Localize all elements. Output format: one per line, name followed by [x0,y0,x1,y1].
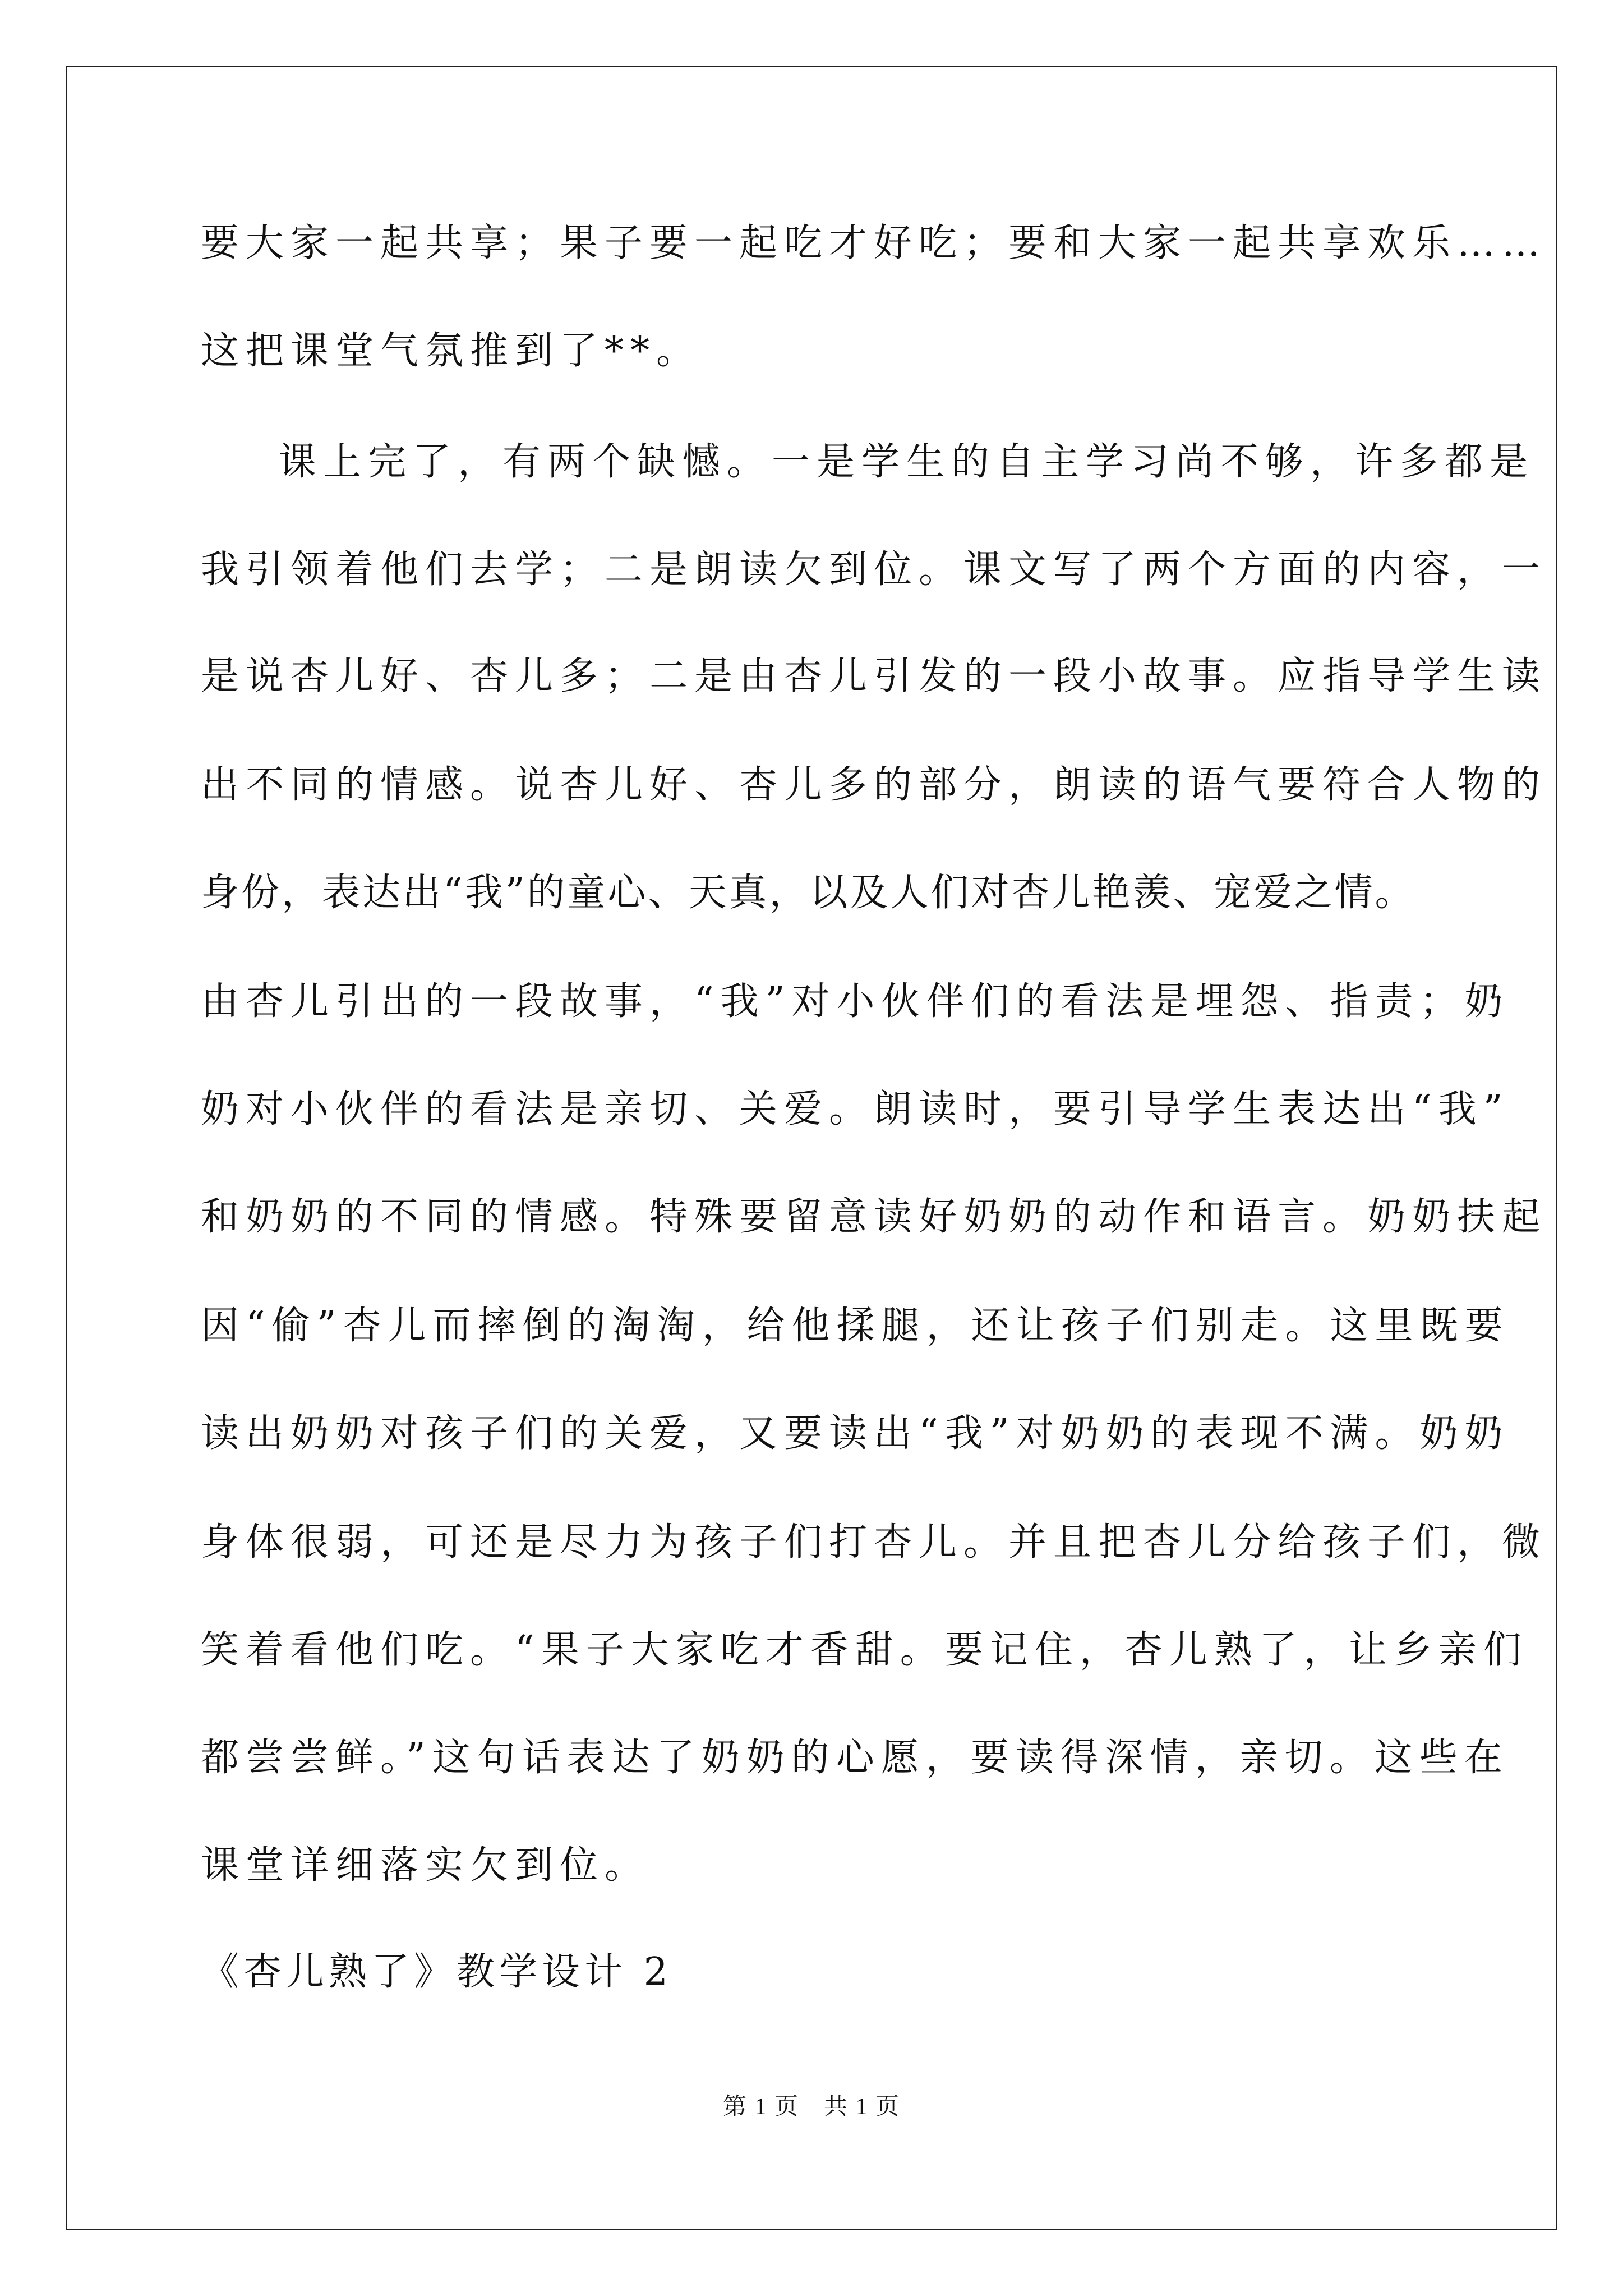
text-line-6: 出不同的情感。说杏儿好、杏儿多的部分，朗读的语气要符合人物的 [201,763,1547,807]
text-line-2: 这把课堂气氛推到了**。 [201,329,702,373]
text-line-5: 是说杏儿好、杏儿多；二是由杏儿引发的一段小故事。应指导学生读 [201,654,1547,698]
text-line-16: 课堂详细落实欠到位。 [201,1843,650,1888]
section-heading: 《杏儿熟了》教学设计 2 [201,1950,672,1994]
text-line-14: 笑着看他们吃。“果子大家吃才香甜。要记住，杏儿熟了，让乡亲们 [201,1628,1528,1672]
text-line-4: 我引领着他们去学；二是朗读欠到位。课文写了两个方面的内容，一 [201,547,1547,592]
page-footer: 第 1 页 共 1 页 [722,2094,900,2120]
text-line-12: 读出奶奶对孩子们的关爱，又要读出“我”对奶奶的表现不满。奶奶 [201,1411,1510,1456]
text-line-10: 和奶奶的不同的情感。特殊要留意读好奶奶的动作和语言。奶奶扶起 [201,1195,1547,1239]
page-border [66,66,1557,2230]
text-line-11: 因“偷”杏儿而摔倒的淘淘，给他揉腿，还让孩子们别走。这里既要 [201,1304,1510,1348]
text-line-1: 要大家一起共享；果子要一起吃才好吃；要和大家一起共享欢乐…… [201,221,1547,265]
text-line-15: 都尝尝鲜。”这句话表达了奶奶的心愿，要读得深情，亲切。这些在 [201,1736,1509,1780]
text-line-7: 身份，表达出“我”的童心、天真，以及人们对杏儿艳羡、宠爱之情。 [201,871,1415,915]
text-line-8: 由杏儿引出的一段故事，“我”对小伙伴们的看法是埋怨、指责；奶 [201,979,1510,1024]
text-line-3: 课上完了，有两个缺憾。一是学生的自主学习尚不够，许多都是 [278,440,1535,484]
text-line-9: 奶对小伙伴的看法是亲切、关爱。朗读时，要引导学生表达出“我” [201,1087,1510,1131]
text-line-13: 身体很弱，可还是尽力为孩子们打杏儿。并且把杏儿分给孩子们，微 [201,1520,1547,1565]
